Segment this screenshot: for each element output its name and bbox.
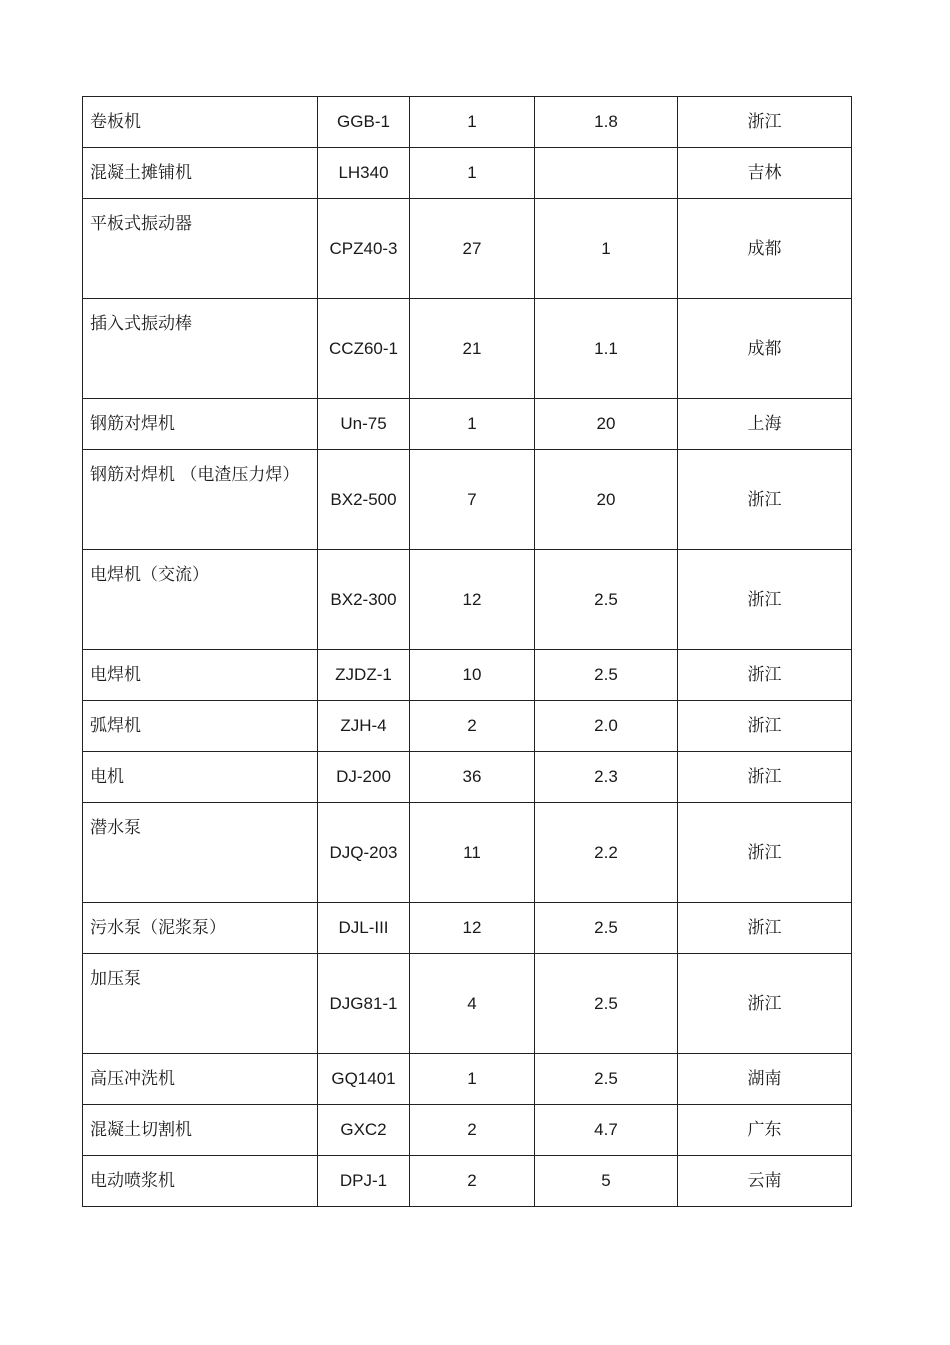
equipment-quantity: 1 [410, 97, 535, 148]
equipment-quantity: 2 [410, 1156, 535, 1207]
equipment-model: Un-75 [318, 399, 410, 450]
equipment-power [535, 148, 678, 199]
equipment-model [318, 550, 410, 650]
equipment-quantity: 21 [410, 299, 535, 399]
equipment-origin: 浙江 [678, 650, 852, 701]
equipment-model: GXC2 [318, 1105, 410, 1156]
equipment-name: 高压冲洗机 [83, 1054, 318, 1105]
equipment-power: 1 [535, 199, 678, 299]
equipment-power: 20 [535, 450, 678, 550]
equipment-model [318, 450, 410, 550]
equipment-power: 4.7 [535, 1105, 678, 1156]
equipment-origin: 湖南 [678, 1054, 852, 1105]
model-text: DJG81-1 [329, 993, 398, 1013]
table-row [83, 752, 852, 803]
table-row [83, 650, 852, 701]
equipment-power: 2.5 [535, 954, 678, 1054]
equipment-model: DJL-III [318, 903, 410, 954]
equipment-name: 电焊机 [83, 650, 318, 701]
equipment-quantity: 10 [410, 650, 535, 701]
table-row [83, 97, 852, 148]
equipment-quantity: 12 [410, 550, 535, 650]
equipment-name: 混凝土摊铺机 [83, 148, 318, 199]
equipment-model: ZJDZ-1 [318, 650, 410, 701]
equipment-power: 2.5 [535, 1054, 678, 1105]
equipment-quantity: 2 [410, 701, 535, 752]
table-row [83, 1156, 852, 1207]
model-text: CPZ40-3 [329, 238, 398, 258]
equipment-quantity: 1 [410, 399, 535, 450]
equipment-power: 2.5 [535, 903, 678, 954]
equipment-model: GGB-1 [318, 97, 410, 148]
table-row [83, 148, 852, 199]
equipment-quantity: 27 [410, 199, 535, 299]
equipment-quantity: 4 [410, 954, 535, 1054]
equipment-table [82, 96, 852, 1207]
equipment-model: DJ-200 [318, 752, 410, 803]
model-text: BX2-300 [330, 589, 397, 609]
model-text: BX2-500 [330, 489, 397, 509]
equipment-power: 2.3 [535, 752, 678, 803]
equipment-name: 钢筋对焊机 [83, 399, 318, 450]
equipment-power: 5 [535, 1156, 678, 1207]
equipment-origin: 成都 [678, 299, 852, 399]
equipment-name: 弧焊机 [83, 701, 318, 752]
equipment-model [318, 299, 410, 399]
equipment-model: DPJ-1 [318, 1156, 410, 1207]
equipment-power: 2.0 [535, 701, 678, 752]
equipment-origin: 浙江 [678, 97, 852, 148]
table-row [83, 299, 852, 399]
equipment-origin: 云南 [678, 1156, 852, 1207]
equipment-origin: 浙江 [678, 450, 852, 550]
table-row [83, 1105, 852, 1156]
equipment-origin: 浙江 [678, 903, 852, 954]
equipment-name: 插入式振动棒 [83, 299, 318, 399]
equipment-quantity: 36 [410, 752, 535, 803]
equipment-quantity: 1 [410, 148, 535, 199]
equipment-name: 电动喷浆机 [83, 1156, 318, 1207]
equipment-origin: 成都 [678, 199, 852, 299]
equipment-origin: 浙江 [678, 550, 852, 650]
equipment-model [318, 954, 410, 1054]
equipment-name: 污水泵（泥浆泵） [83, 903, 318, 954]
equipment-name: 卷板机 [83, 97, 318, 148]
equipment-origin: 浙江 [678, 701, 852, 752]
equipment-name: 潜水泵 [83, 803, 318, 903]
table-row [83, 399, 852, 450]
equipment-power: 2.2 [535, 803, 678, 903]
equipment-name: 混凝土切割机 [83, 1105, 318, 1156]
equipment-model [318, 199, 410, 299]
table-row [83, 1054, 852, 1105]
equipment-origin: 浙江 [678, 954, 852, 1054]
equipment-name: 平板式振动器 [83, 199, 318, 299]
equipment-quantity: 12 [410, 903, 535, 954]
table-row [83, 199, 852, 299]
equipment-model: LH340 [318, 148, 410, 199]
equipment-origin: 上海 [678, 399, 852, 450]
equipment-origin: 广东 [678, 1105, 852, 1156]
equipment-quantity: 1 [410, 1054, 535, 1105]
equipment-model [318, 803, 410, 903]
equipment-power: 1.1 [535, 299, 678, 399]
equipment-power: 1.8 [535, 97, 678, 148]
model-text: CCZ60-1 [329, 338, 398, 358]
equipment-origin: 浙江 [678, 752, 852, 803]
equipment-quantity: 7 [410, 450, 535, 550]
table-row [83, 954, 852, 1054]
equipment-power: 2.5 [535, 650, 678, 701]
equipment-name: 加压泵 [83, 954, 318, 1054]
table-row [83, 903, 852, 954]
equipment-quantity: 11 [410, 803, 535, 903]
equipment-model: ZJH-4 [318, 701, 410, 752]
table-row [83, 803, 852, 903]
table-row [83, 450, 852, 550]
table-row [83, 550, 852, 650]
equipment-name: 电焊机（交流） [83, 550, 318, 650]
equipment-name: 钢筋对焊机 （电渣压力焊） [83, 450, 318, 550]
table-row [83, 701, 852, 752]
equipment-power: 20 [535, 399, 678, 450]
equipment-model: GQ1401 [318, 1054, 410, 1105]
equipment-power: 2.5 [535, 550, 678, 650]
equipment-name: 电机 [83, 752, 318, 803]
equipment-quantity: 2 [410, 1105, 535, 1156]
equipment-origin: 吉林 [678, 148, 852, 199]
model-text: DJQ-203 [329, 842, 398, 862]
equipment-origin: 浙江 [678, 803, 852, 903]
